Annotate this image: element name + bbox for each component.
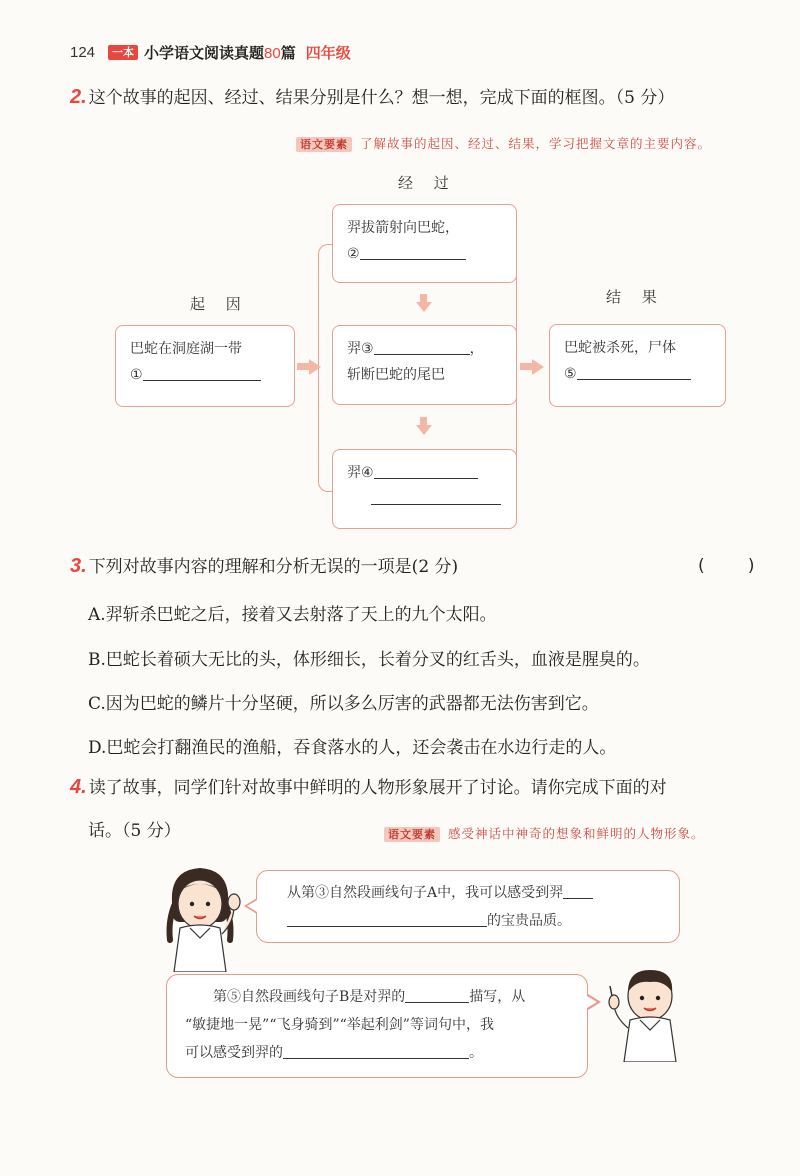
option-c[interactable]: C.因为巴蛇的鳞片十分坚硬，所以多么厉害的武器都无法伤害到它。 <box>88 694 599 714</box>
book-title <box>144 42 351 63</box>
arrow-down-stem-1 <box>420 294 427 302</box>
page-number: 124 <box>70 44 96 61</box>
question-4-number: 4. <box>70 776 87 798</box>
cause-box <box>115 325 295 407</box>
blank-1-marker: ① <box>130 367 143 383</box>
bubble-1-line1: 从第③自然段画线句子A中，我可以感受到羿 <box>287 885 564 901</box>
blank-trait[interactable] <box>563 883 593 899</box>
blank-trait-continued[interactable] <box>287 911 487 927</box>
result-box <box>549 324 726 407</box>
bubble-2-line3a: 可以感受到羿的 <box>185 1045 283 1061</box>
book-title-suffix: 篇 <box>280 44 296 62</box>
question-2-text: 这个故事的起因、经过、结果分别是什么？想一想，完成下面的框图。（5 分） <box>88 88 675 108</box>
grade-label: 四年级 <box>305 44 351 62</box>
result-line1: 巴蛇被杀死，尸体 <box>564 340 676 356</box>
process-2-line2: 斩断巴蛇的尾巴 <box>347 367 445 383</box>
blank-4[interactable] <box>374 463 478 479</box>
q4-note: 感受神话中神奇的想象和鲜明的人物形象。 <box>448 826 705 841</box>
q4-badge: 语文要素 <box>384 827 440 842</box>
arrow-down-icon <box>416 302 432 312</box>
girl-illustration <box>150 862 250 972</box>
q2-badge: 语文要素 <box>296 137 352 152</box>
question-4-line1: 读了故事，同学们针对故事中鲜明的人物形象展开了讨论。请你完成下面的对 <box>88 778 667 798</box>
book-title-main: 小学语文阅读真题 <box>144 44 265 62</box>
bubble-2-line3b: 。 <box>469 1045 483 1061</box>
process-box-1 <box>332 204 517 283</box>
label-result: 结 果 <box>606 288 665 306</box>
bubble-2-tail-inner <box>587 996 597 1008</box>
arrow-right-icon <box>532 359 544 375</box>
bubble-2-line1b: 描写，从 <box>469 989 526 1005</box>
blank-3-marker: 羿③ <box>347 341 374 357</box>
blank-quality[interactable] <box>283 1043 469 1059</box>
blank-3[interactable] <box>374 339 470 355</box>
label-process: 经 过 <box>398 174 457 192</box>
q2-note: 了解故事的起因、经过、结果，学习把握文章的主要内容。 <box>360 136 712 151</box>
blank-2-marker: ② <box>347 246 360 262</box>
blank-1[interactable] <box>143 365 261 381</box>
option-b[interactable]: B.巴蛇长着硕大无比的头，体形细长，长着分叉的红舌头，血液是腥臭的。 <box>88 650 650 670</box>
cause-line1: 巴蛇在洞庭湖一带 <box>130 341 242 357</box>
dialogue-bubble-2 <box>166 974 588 1078</box>
arrow-right-icon <box>309 359 321 375</box>
question-4 <box>70 776 667 799</box>
arrow-down-icon <box>416 425 432 435</box>
bubble-1-tail-inner <box>247 900 257 912</box>
question-4-line2: 话。（5 分） <box>88 821 181 841</box>
q2-requirement <box>296 134 711 152</box>
bubble-1-line2: 的宝贵品质。 <box>487 913 571 929</box>
question-3-number: 3. <box>70 555 87 577</box>
blank-5-marker: ⑤ <box>564 366 577 382</box>
arrow-down-stem-2 <box>420 417 427 425</box>
blank-5[interactable] <box>577 364 691 380</box>
option-a[interactable]: A.羿斩杀巴蛇之后，接着又去射落了天上的九个太阳。 <box>88 605 497 625</box>
brand-logo: 一本 <box>108 45 138 60</box>
question-3-text: 下列对故事内容的理解和分析无误的一项是(2 分) <box>88 557 459 577</box>
question-3 <box>70 555 458 578</box>
process-box-3 <box>332 449 517 529</box>
bubble-2-line2: “敏捷地一晃”“飞身骑到”“举起利剑”等词句中，我 <box>185 1017 494 1033</box>
dialogue-bubble-1 <box>256 870 680 943</box>
process-1-line1: 羿拔箭射向巴蛇， <box>347 220 459 236</box>
bubble-2-line1a: 第⑤自然段画线句子B是对羿的 <box>213 989 406 1005</box>
option-d[interactable]: D.巴蛇会打翻渔民的渔船，吞食落水的人，还会袭击在水边行走的人。 <box>88 738 617 758</box>
book-title-number: 80 <box>264 45 281 62</box>
answer-parentheses[interactable]: ( ) <box>698 556 755 576</box>
blank-4-continued[interactable] <box>371 489 501 505</box>
process-2-comma: ， <box>469 341 484 357</box>
label-cause: 起 因 <box>190 295 249 313</box>
q4-requirement <box>384 824 705 842</box>
blank-description-type[interactable] <box>405 987 469 1003</box>
boy-illustration <box>604 962 694 1062</box>
blank-4-marker: 羿④ <box>347 465 374 481</box>
blank-2[interactable] <box>360 244 466 260</box>
question-2-number: 2. <box>70 86 87 108</box>
process-box-2 <box>332 325 517 405</box>
question-2 <box>70 86 674 109</box>
